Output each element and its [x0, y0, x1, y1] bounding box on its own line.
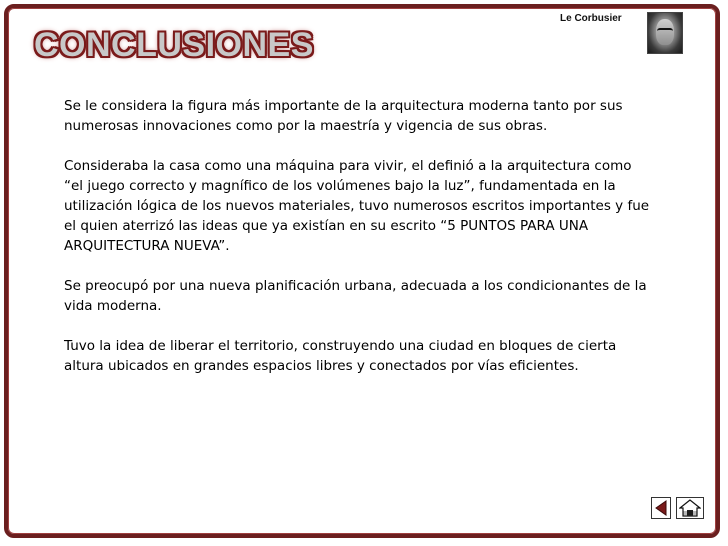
- home-button[interactable]: [676, 497, 704, 519]
- author-label: Le Corbusier: [560, 13, 622, 24]
- back-button[interactable]: [651, 497, 671, 519]
- portrait-glasses: [657, 28, 673, 34]
- home-icon: [679, 499, 701, 517]
- slide-body: [64, 96, 654, 396]
- paragraph-1: Se le considera la figura más importante de la arquitectura moderna tanto por sus numerosas innovaciones como por la maestría y vigencia de sus obras.: [64, 98, 623, 134]
- slide-title: CONCLUSIONES: [34, 26, 314, 64]
- paragraph-4: Tuvo la idea de liberar el territorio, construyendo una ciudad en bloques de cierta altura ubicados en grandes espacios libres y conectados por vías eficientes.: [64, 338, 617, 374]
- paragraph-2: Consideraba la casa como una máquina para vivir, el definió a la arquitectura como “el juego correcto y magnífico de los volúmenes bajo la luz”, fundamentada en la utilización lógica de los nuevos materiales, tuvo numerosos escritos importantes y fue el quien aterrizó las ideas que ya existían en su escrito “5 PUNTOS PARA UNA ARQUITECTURA NUEVA”.: [64, 158, 650, 254]
- paragraph-3: Se preocupó por una nueva planificación urbana, adecuada a los condicionantes de la vida moderna.: [64, 278, 647, 314]
- back-arrow-icon: [655, 500, 667, 516]
- author-portrait: [647, 12, 683, 54]
